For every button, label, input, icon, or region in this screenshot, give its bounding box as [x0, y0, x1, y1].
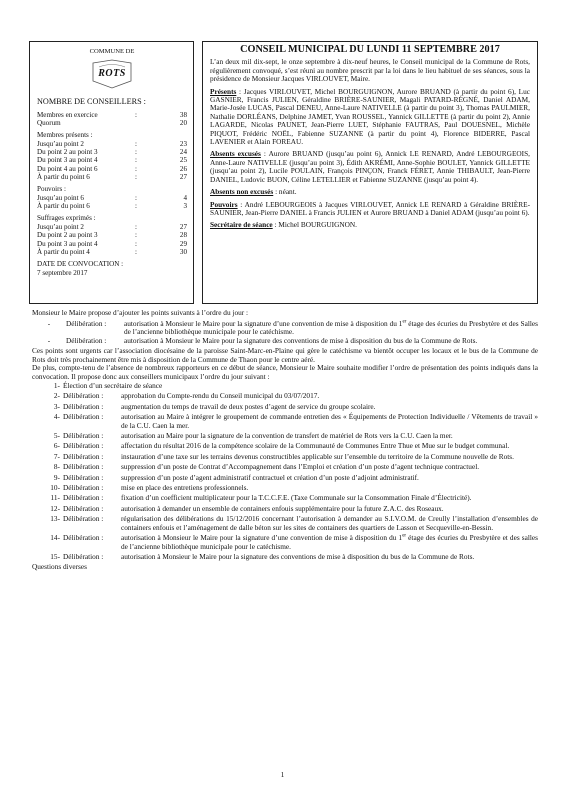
- intro-paragraph: Monsieur le Maire propose d’ajouter les points suivants à l’ordre du jour :: [32, 308, 249, 317]
- count-value: 3: [183, 202, 187, 211]
- count-separator: :: [135, 239, 137, 248]
- agenda-number: 6-: [53, 441, 60, 451]
- text-part: autorisation au Maire pour la signature de la convention de transfert de matériel de Rots vers la C.U. Caen la mer.: [121, 431, 453, 441]
- presents-group: [37, 140, 187, 182]
- count-separator: :: [135, 193, 137, 202]
- page-number: 1: [280, 770, 285, 779]
- count-value: 25: [179, 156, 187, 165]
- agenda-number: 1-: [53, 381, 60, 390]
- count-row: [37, 140, 187, 148]
- agenda-number: 11-: [50, 493, 60, 503]
- added-point-text: [124, 320, 538, 337]
- agenda-item: [32, 474, 538, 483]
- deliberation-label: Délibération :: [66, 318, 107, 328]
- agenda-item: [32, 403, 538, 412]
- text-part: autorisation à Monsieur le Maire pour la signature des conventions de mise à disposition du bus de la Commune de Rots.: [124, 335, 478, 345]
- secretaire-text: : Michel BOURGUIGNON.: [272, 220, 358, 230]
- convocation-date: 7 septembre 2017: [37, 268, 88, 277]
- count-row: [37, 165, 187, 173]
- session-header-box: [202, 41, 538, 304]
- added-points-list: [32, 320, 538, 346]
- agenda-item: [32, 392, 538, 401]
- text-part: autorisation à Monsieur le Maire pour la signature d’une convention de mise à disposition du 1: [124, 318, 403, 328]
- count-separator: :: [135, 247, 137, 256]
- count-row: [37, 194, 187, 202]
- deliberation-label: Délibération :: [63, 441, 104, 451]
- agenda-item: [32, 432, 538, 441]
- count-label: À partir du point 4: [37, 247, 90, 256]
- pouvoirs-text: : André LEBOURGEOIS à Jacques VIRLOUVET, Annick LE RENARD à Géraldine BRIÈRE-SAUNIER, Jean-Pierre DANIEL à Francis JULIEN et Aurore BRUAND à Daniel ADAM (jusqu’au point 6).: [210, 199, 530, 217]
- count-separator: :: [135, 139, 137, 148]
- count-row: [37, 248, 187, 256]
- text-part: autorisation au Maire à intégrer le groupement de commande entretien des « Équipements de Protection Individuelle / Vêtements de travail » de la C.U. Caen la mer.: [121, 412, 538, 430]
- text-part: suppression d’un poste de Contrat d’Accompagnement dans l’Emploi et création d’un poste d’agent technique contractuel.: [121, 462, 480, 472]
- agenda-intro-paragraph: De plus, compte-tenu de l’absence de nombreux rapporteurs en ce début de séance, Monsieur le Maire souhaite modifier l’ordre de présentation des points indiqués dans la convocation. Il propose donc aux conseillers municipaux l’ordre du jour suivant :: [32, 363, 538, 381]
- count-value: 27: [179, 222, 187, 231]
- deliberation-label: Délibération :: [63, 451, 104, 461]
- deliberation-label: Délibération :: [63, 551, 104, 561]
- added-point-text: [124, 337, 538, 346]
- count-label: Membres en exercice: [37, 110, 98, 119]
- count-label: Jusqu’au point 2: [37, 139, 84, 148]
- ordinal-suffix: er: [402, 533, 407, 539]
- count-row: [37, 111, 187, 119]
- absents-non-excuses-text: : néant.: [273, 187, 297, 197]
- secretaire-label: Secrétaire de séance: [210, 220, 273, 230]
- text-part: Élection d’un secrétaire de séance: [63, 381, 163, 390]
- agenda-number: 3-: [53, 401, 60, 411]
- agenda-text: [121, 484, 538, 493]
- text-part: suppression d’un poste d’agent administratif contractuel et création d’un poste d’adjoint administratif.: [121, 472, 419, 482]
- count-value: 26: [179, 164, 187, 173]
- ordinal-suffix: er: [402, 319, 407, 325]
- count-row: [37, 223, 187, 231]
- agenda-text: [121, 534, 538, 551]
- logo-text: ROTS: [98, 68, 126, 80]
- agenda-number: 15-: [50, 551, 60, 561]
- members-group: [37, 111, 187, 128]
- count-label: À partir du point 6: [37, 173, 90, 182]
- agenda-item: [32, 413, 538, 430]
- deliberation-label: Délibération :: [63, 493, 104, 503]
- count-row: [37, 202, 187, 210]
- pouvoirs-group: [37, 194, 187, 211]
- count-separator: :: [135, 110, 137, 119]
- count-value: 29: [179, 239, 187, 248]
- convocation-title: DATE DE CONVOCATION :: [37, 260, 124, 269]
- count-label: Jusqu’au point 2: [37, 222, 84, 231]
- council-summary-box: [29, 41, 194, 304]
- agenda-text: [121, 505, 538, 514]
- session-title: CONSEIL MUNICIPAL DU LUNDI 11 SEPTEMBRE 2017: [240, 44, 500, 55]
- count-value: 4: [183, 193, 187, 202]
- agenda-list: [32, 382, 538, 561]
- agenda-item: [32, 442, 538, 451]
- count-separator: [135, 119, 155, 127]
- deliberation-label: Délibération :: [63, 462, 104, 472]
- text-part: régularisation des délibérations du 15/12/2016 concernant l’autorisation à demander au S.I.V.O.M. de Creully l’installation d’ensembles de containers enfouis et l’aménagement de dalle béton sur les sites de containers des quartiers de Lasson et Secqueville-en-Bessin.: [121, 514, 538, 532]
- absents-excuses-label: Absents excusés: [210, 149, 261, 159]
- list-dash: -: [47, 335, 51, 345]
- absents-non-excuses-label: Absents non excusés: [210, 187, 274, 197]
- agenda-number: 8-: [53, 462, 60, 472]
- text-part: étage des écuries du Presbytère et des salles de l’ancienne bibliothèque municipale pour le catéchisme.: [121, 533, 538, 551]
- text-part: autorisation à Monsieur le Maire pour la signature des conventions de mise à disposition du bus de la Commune de Rots.: [121, 551, 475, 561]
- count-value: 24: [179, 148, 187, 157]
- count-label: Du point 2 au point 3: [37, 231, 98, 240]
- agenda-item: [32, 484, 538, 493]
- agenda-number: 4-: [53, 412, 60, 422]
- text-part: autorisation à demander un ensemble de containers enfouis supplémentaire pour la future Z.A.C. des Roseaux.: [121, 503, 444, 513]
- urgency-paragraph: Ces points sont urgents car l’association diocésaine de la paroisse Saint-Marc-en-Plaine qui gère le catéchisme va bientôt occuper les locaux et le bus de la Commune de Rots doit très prochainement être mis à disposition de la Commune de Thaon pour le centre aéré.: [32, 346, 538, 364]
- agenda-item: [32, 382, 538, 391]
- absents-non-excuses-paragraph: [210, 188, 530, 196]
- count-separator: :: [135, 156, 137, 165]
- agenda-text: [63, 382, 538, 391]
- agenda-text: [121, 413, 538, 430]
- agenda-text: [121, 463, 538, 472]
- presents-text: : Jacques VIRLOUVET, Michel BOURGUIGNON, Aurore BRUAND (à partir du point 6), Luc GASNIER, Francis JULIEN, Géraldine BRIÈRE-SAUNIER, Magali PATARD-RÉGNÉ, Daniel ADAM, Marie-Josée LUCAS, Pascal DENEU, Anne-Laure NATIVELLE (à partir du point 3), Thomas PAULMIER, Nathalie DORLÉANS, Delphine JAMET, Yvan ROUSSEL, Yannick GILLETTE (à partir du point 2), Annie LAGARDE, Nicolas PAUNET, Jean-Pierre LUET, Stéphanie FAUTRAS, Paul DOUESNEL, Michèle PIQUOT, Frédéric NOËL, Fabienne SUZANNE (à partir du point 4), Florence BIDERRE, Pascal LAVENIER et Alain FOREAU.: [210, 86, 530, 147]
- count-separator: :: [135, 222, 137, 231]
- deliberation-label: Délibération :: [63, 472, 104, 482]
- agenda-number: 10-: [50, 483, 60, 493]
- text-part: affectation du résultat 2016 de la compétence scolaire de la Communauté de Communes Entre Thue et Mue sur le budget communal.: [121, 441, 510, 451]
- added-point-item: [32, 320, 538, 337]
- agenda-item: [32, 553, 538, 562]
- presents-paragraph: [210, 88, 530, 147]
- text-part: instauration d’une taxe sur les terrains devenus constructibles applicable sur l’ensemble du territoire de la Commune nouvelle de Rots.: [121, 451, 514, 461]
- agenda-item: [32, 515, 538, 532]
- absents-excuses-paragraph: [210, 150, 530, 184]
- count-row: [37, 156, 187, 164]
- rots-logo: [89, 59, 135, 90]
- agenda-text: [121, 403, 538, 412]
- count-separator: :: [135, 173, 137, 182]
- count-separator: :: [135, 231, 137, 240]
- suffrages-title: Suffrages exprimés :: [37, 214, 96, 223]
- agenda-text: [121, 515, 538, 532]
- count-row: [37, 240, 187, 248]
- agenda-number: 12-: [50, 503, 60, 513]
- count-row: [37, 148, 187, 156]
- deliberation-label: Délibération :: [63, 533, 104, 543]
- text-part: fixation d’un coefficient multiplicateur pour la T.C.C.F.E. (Taxe Communale sur la Consommation Finale d’Électricité).: [121, 493, 472, 503]
- deliberation-label: Délibération :: [66, 335, 107, 345]
- deliberation-label: Délibération :: [63, 431, 104, 441]
- count-value: 30: [179, 247, 187, 256]
- conseillers-heading: NOMBRE DE CONSEILLERS :: [37, 97, 146, 107]
- count-row: [37, 173, 187, 181]
- agenda-item: [32, 534, 538, 551]
- agenda-item: [32, 453, 538, 462]
- questions-diverses: Questions diverses: [32, 562, 87, 572]
- agenda-number: 9-: [53, 472, 60, 482]
- deliberation-label: Délibération :: [63, 483, 104, 493]
- count-value: 27: [179, 173, 187, 182]
- count-label: À partir du point 6: [37, 202, 90, 211]
- presents-label: Présents: [210, 86, 237, 96]
- session-intro: L’an deux mil dix-sept, le onze septembre à dix-neuf heures, le Conseil municipal de la Commune de Rots, régulièrement convoqué, s’est réuni au nombre prescrit par la loi dans le lieu habituel de ses séances, sous la présidence de Monsieur Jacques VIRLOUVET, Maire.: [210, 57, 530, 84]
- agenda-item: [32, 505, 538, 514]
- count-row: [37, 119, 187, 127]
- pouvoirs-title: Pouvoirs :: [37, 185, 66, 194]
- deliberation-label: Délibération :: [63, 514, 104, 524]
- count-separator: :: [135, 164, 137, 173]
- text-part: autorisation à Monsieur le Maire pour la signature d’une convention de mise à disposition du 1: [121, 533, 403, 543]
- count-value: 20: [179, 119, 187, 128]
- suffrages-group: [37, 223, 187, 256]
- count-label: Du point 4 au point 6: [37, 164, 98, 173]
- agenda-text: [121, 442, 538, 451]
- pouvoirs-label: Pouvoirs: [210, 199, 238, 209]
- count-label: Jusqu’au point 6: [37, 193, 84, 202]
- deliberation-label: Délibération :: [63, 503, 104, 513]
- count-value: 28: [179, 231, 187, 240]
- count-row: [37, 231, 187, 239]
- agenda-number: 7-: [53, 451, 60, 461]
- agenda-text: [121, 474, 538, 483]
- agenda-text: [121, 494, 538, 503]
- count-label: Quorum: [37, 119, 61, 128]
- list-dash: -: [47, 318, 51, 328]
- text-part: augmentation du temps de travail de deux postes d’agent de service du groupe scolaire.: [121, 401, 376, 411]
- agenda-text: [121, 432, 538, 441]
- agenda-text: [121, 553, 538, 562]
- agenda-text: [121, 392, 538, 401]
- agenda-number: 13-: [50, 514, 60, 524]
- commune-label: COMMUNE DE: [89, 48, 135, 55]
- count-label: Du point 3 au point 4: [37, 156, 98, 165]
- agenda-number: 14-: [50, 533, 60, 543]
- agenda-item: [32, 463, 538, 472]
- count-separator: :: [135, 148, 137, 157]
- count-value: 38: [179, 110, 187, 119]
- text-part: mise en place des entretiens professionnels.: [121, 483, 249, 493]
- count-label: Du point 2 au point 3: [37, 148, 98, 157]
- agenda-number: 5-: [53, 431, 60, 441]
- deliberation-label: Délibération :: [63, 401, 104, 411]
- deliberation-label: Délibération :: [63, 412, 104, 422]
- deliberation-label: Délibération :: [63, 391, 104, 401]
- count-value: 23: [179, 139, 187, 148]
- count-label: Du point 3 au point 4: [37, 239, 98, 248]
- agenda-item: [32, 494, 538, 503]
- secretaire-paragraph: [210, 221, 530, 229]
- text-part: étage des écuries du Presbytère et des Salles de l’ancienne bibliothèque municipale pour le catéchisme.: [124, 318, 538, 336]
- absents-excuses-text: : Aurore BRUAND (jusqu’au point 6), Annick LE RENARD, André LEBOURGEOIS, Anne-Laure NATIVELLE (jusqu’au point 3), Édith AKRÉMI, Anne-Sophie BOULET, Yannick GILLETTE (jusqu’au point 2), Lucile POULAIN, François PINÇON, Franck FÉRET, Annie THIBAULT, Jean-Pierre DANIEL, Ludovic BUON, Céline LETELLIER et Fabienne SUZANNE (jusqu’au point 4).: [210, 149, 530, 184]
- pouvoirs-paragraph: [210, 201, 530, 218]
- presents-title: Membres présents :: [37, 131, 93, 140]
- agenda-text: [121, 453, 538, 462]
- minutes-body: [32, 309, 538, 572]
- agenda-number: 2-: [53, 391, 60, 401]
- added-point-item: [32, 337, 538, 346]
- count-separator: :: [135, 202, 137, 211]
- text-part: approbation du Compte-rendu du Conseil municipal du 03/07/2017.: [121, 391, 320, 401]
